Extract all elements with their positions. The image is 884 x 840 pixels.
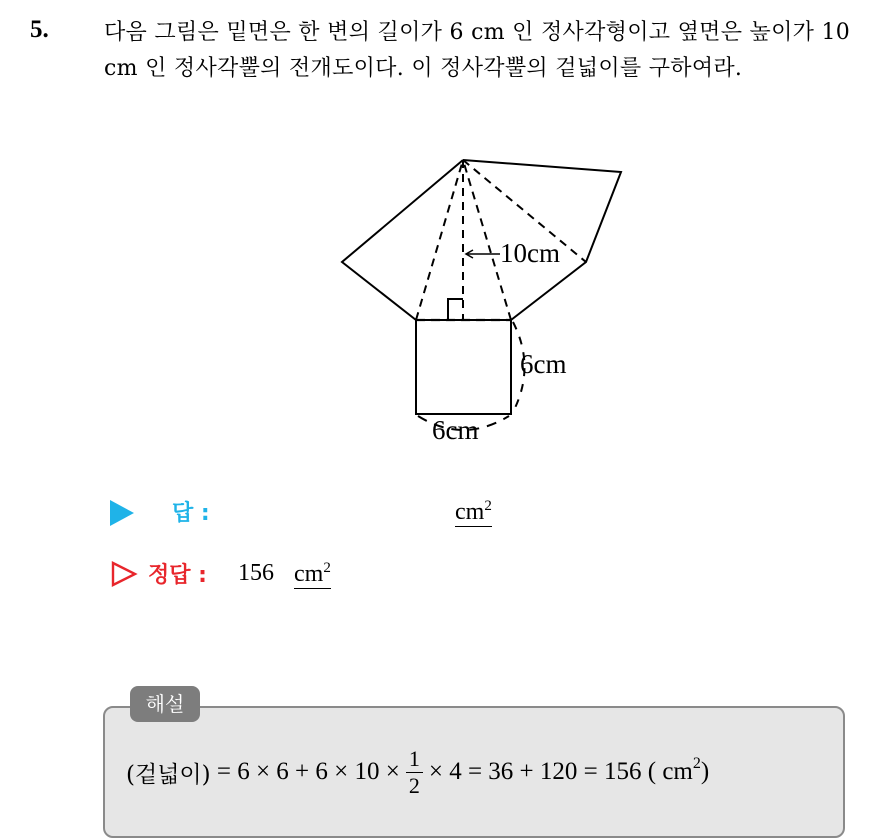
side-label: 6cm [520, 349, 567, 379]
play-icon [110, 500, 134, 526]
pyramid-net-figure [300, 150, 640, 450]
answer-label: 답 : [172, 501, 210, 526]
base-square [416, 320, 511, 414]
net-diagram [300, 150, 640, 450]
correct-answer-unit-exp: 2 [323, 560, 331, 576]
formula-expr-part1: = 6 × 6 + 6 × 10 × [216, 758, 400, 785]
answer-unit-field[interactable] [455, 498, 492, 527]
question-text: 다음 그림은 밑면은 한 변의 길이가 6 cm 인 정사각형이고 옆면은 높이가 10 cm 인 정사각뿔의 전개도이다. 이 정사각뿔의 겉넓이를 구하여라. [104, 20, 851, 81]
formula-close: ) [700, 758, 710, 785]
formula-fraction [406, 746, 423, 799]
fraction-denominator: 2 [408, 772, 420, 798]
right-angle-mark [448, 299, 463, 320]
fraction-numerator: 1 [406, 746, 423, 773]
solution-tag: 해설 [130, 686, 200, 722]
bottom-label: 6cm [432, 415, 479, 445]
correct-answer-label: 정답 : [148, 563, 207, 588]
outline-play-icon [110, 560, 138, 588]
correct-answer-unit-field [294, 560, 331, 589]
answer-unit: cm [455, 499, 485, 525]
formula-expr-part2: × 4 = 36 + 120 = 156 ( cm [428, 758, 693, 785]
left-face-edge [342, 160, 463, 320]
formula-lhs: (겉넓이) [126, 761, 211, 788]
correct-answer-row [110, 558, 610, 592]
solution-formula: (겉넓이) = 6 × 6 + 6 × 10 × $\frac{1}{2}$ × 4 = 36 + 120 = 156 ( cm 2 ) [126, 745, 710, 798]
answer-unit-exp: 2 [484, 498, 492, 514]
correct-answer-unit: cm [294, 561, 324, 587]
answer-row [110, 496, 610, 530]
left-fold-line [416, 160, 463, 320]
correct-answer-value: 156 [238, 560, 274, 586]
question-number: 5. [30, 16, 49, 43]
height-label: 10cm [500, 238, 560, 268]
